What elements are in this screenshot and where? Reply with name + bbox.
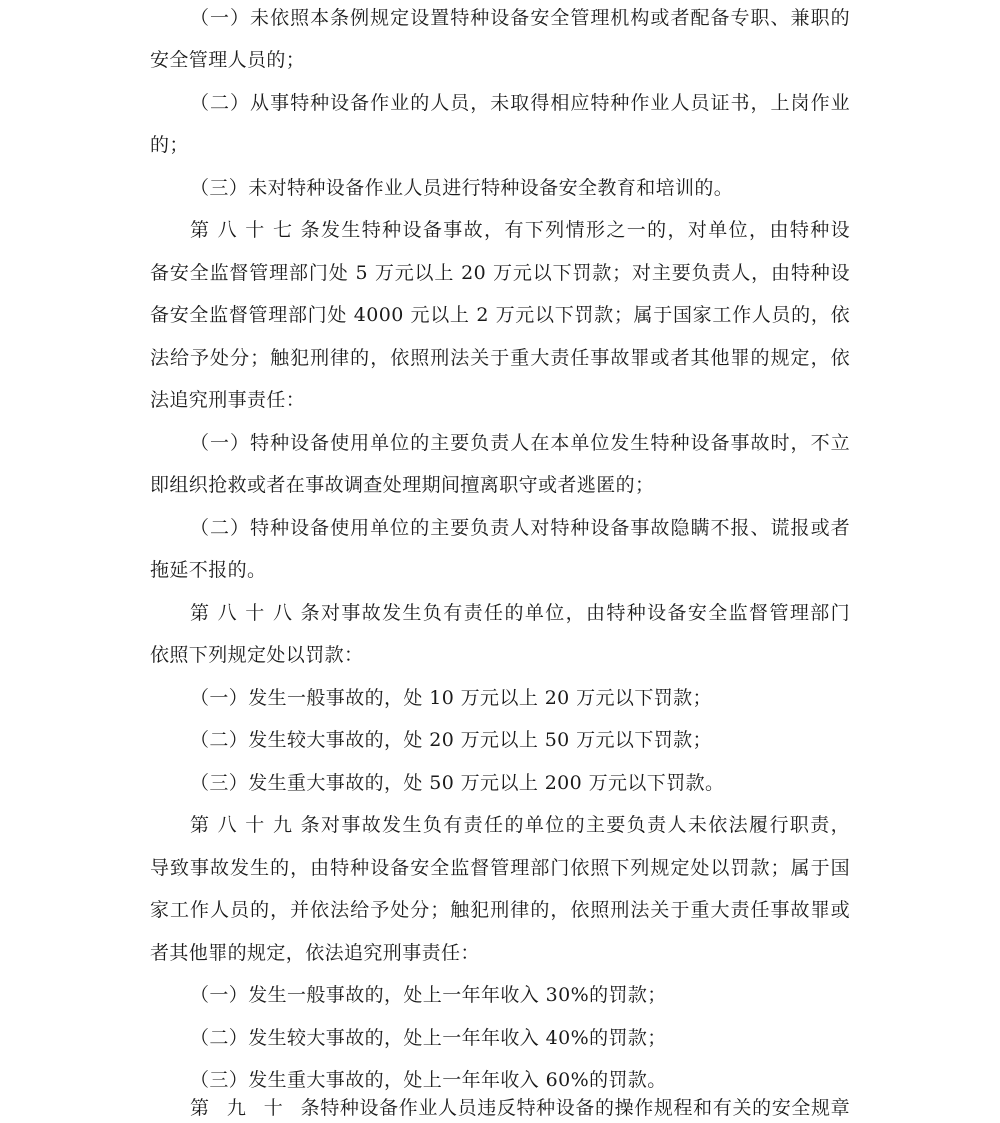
text-line: （二）特种设备使用单位的主要负责人对特种设备事故隐瞒不报、谎报或者 [190,517,850,539]
text-line: （二）发生较大事故的，处 20 万元以上 50 万元以下罚款； [190,729,712,751]
article-first-line [190,810,850,840]
text-line: 安全管理人员的； [150,49,306,71]
text-line: 的； [150,134,189,156]
text-line: 者其他罪的规定，依法追究刑事责任： [150,942,480,964]
text-line: （三）发生重大事故的，处 50 万元以上 200 万元以下罚款。 [190,772,725,794]
text-line: （一）发生一般事故的，处 10 万元以上 20 万元以下罚款； [190,687,712,709]
text-line: （三）未对特种设备作业人员进行特种设备安全教育和培训的。 [190,177,734,199]
text-line: （三）发生重大事故的，处上一年年收入 60%的罚款。 [190,1069,667,1091]
text-line: 即组织抢救或者在事故调查处理期间擅离职守或者逃匿的； [150,474,655,496]
article-number: 第八十九条 [190,814,320,836]
text-line: 对事故发生负有责任的单位的主要负责人未依法履行职责， [320,814,850,836]
text-line: 备安全监督管理部门处 4000 元以上 2 万元以下罚款；属于国家工作人员的，依 [150,304,850,326]
text-line: （一）特种设备使用单位的主要负责人在本单位发生特种设备事故时，不立 [190,432,850,454]
article-first-line [190,1093,850,1123]
text-line: 导致事故发生的，由特种设备安全监督管理部门依照下列规定处以罚款；属于国 [150,857,850,879]
text-line: 家工作人员的，并依法给予处分；触犯刑律的，依照刑法关于重大责任事故罪或 [150,899,850,921]
text-line: 法追究刑事责任： [150,389,306,411]
text-line: （二）发生较大事故的，处上一年年收入 40%的罚款； [190,1027,667,1049]
text-line: 法给予处分；触犯刑律的，依照刑法关于重大责任事故罪或者其他罪的规定，依 [150,347,850,369]
text-line: 备安全监督管理部门处 5 万元以上 20 万元以下罚款；对主要负责人，由特种设 [150,262,850,284]
text-line: 特种设备作业人员违反特种设备的操作规程和有关的安全规章 [320,1097,850,1119]
text-line: 发生特种设备事故，有下列情形之一的，对单位，由特种设 [320,219,850,241]
article-first-line [190,598,850,628]
article-number: 第八十八条 [190,602,320,624]
article-number: 第九十条 [190,1097,320,1119]
text-line: 对事故发生负有责任的单位，由特种设备安全监督管理部门 [320,602,850,624]
text-line: （一）发生一般事故的，处上一年年收入 30%的罚款； [190,984,667,1006]
article-first-line [190,215,850,245]
text-line: 依照下列规定处以罚款： [150,644,364,666]
text-line: （二）从事特种设备作业的人员，未取得相应特种作业人员证书，上岗作业 [190,92,850,114]
text-line: 拖延不报的。 [150,559,267,581]
article-number: 第八十七条 [190,219,320,241]
text-line: （一）未依照本条例规定设置特种设备安全管理机构或者配备专职、兼职的 [190,7,850,29]
